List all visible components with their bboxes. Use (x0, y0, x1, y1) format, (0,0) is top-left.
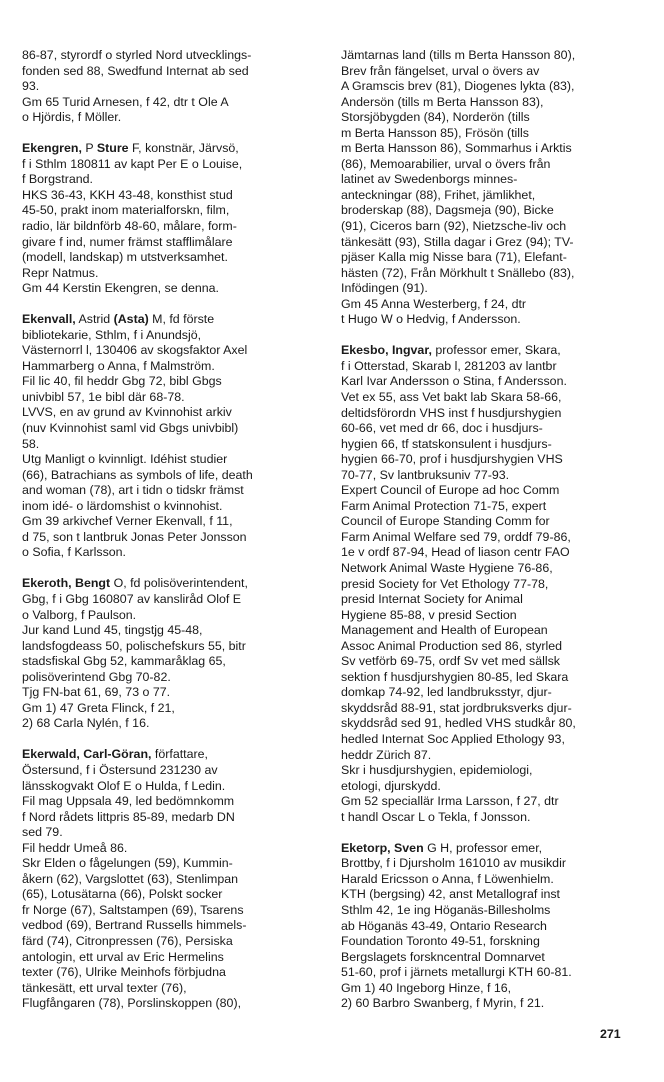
line-text: Vet ex 55, ass Vet bakt lab Skara 58-66, (341, 389, 562, 404)
text-line (22, 810, 312, 826)
line-text: Foundation Toronto 49-51, forskning (341, 934, 540, 949)
text-line (22, 608, 312, 624)
biography-entry (22, 747, 312, 1011)
text-line (341, 965, 631, 981)
text-line (341, 639, 631, 655)
line-text: Harald Ericsson o Anna, f Löwenhielm. (341, 871, 554, 886)
text-line (22, 405, 312, 421)
text-line (341, 437, 631, 453)
text-line (341, 499, 631, 515)
line-text: landsfogdeass 50, polischefskurs 55, bitr (22, 638, 246, 653)
line-text: tänkesätt (93), Stilla dagar i Grez (94); TV- (341, 234, 574, 249)
line-text: f Borgstrand. (22, 172, 93, 187)
text-line (341, 79, 631, 95)
entry-name: Ekesbo, Ingvar, (341, 343, 432, 358)
text-line (22, 95, 312, 111)
page-number: 271 (600, 1027, 621, 1041)
text-line (341, 545, 631, 561)
line-text: Gm 1) 40 Ingeborg Hinze, f 16, (341, 980, 512, 995)
text-line (22, 856, 312, 872)
text-line (341, 250, 631, 266)
entry-name: Eketorp, Sven (341, 840, 424, 855)
line-text: 58. (22, 436, 40, 451)
text-line (341, 64, 631, 80)
biography-entry (22, 576, 312, 731)
text-line (22, 157, 312, 173)
text-line (22, 250, 312, 266)
text-line (22, 499, 312, 515)
text-line (341, 981, 631, 997)
line-text: etologi, djurskydd. (341, 778, 441, 793)
line-text: polisöverintend Gbg 70-82. (22, 669, 171, 684)
line-text: Fil heddr Umeå 86. (22, 840, 128, 855)
text-line (22, 328, 312, 344)
text-line (341, 468, 631, 484)
text-line (341, 623, 631, 639)
biography-entry (341, 343, 631, 825)
text-line (22, 716, 312, 732)
text-line (22, 903, 312, 919)
text-line (22, 545, 312, 561)
text-line (22, 219, 312, 235)
line-text: Gm 65 Turid Arnesen, f 42, dtr t Ole A (22, 94, 229, 109)
text-line (341, 110, 631, 126)
text-line (341, 872, 631, 888)
entry-name: Ekeroth, Bengt (22, 576, 111, 591)
text-line (22, 639, 312, 655)
line-text: (65), Lotusätarna (66), Polskt socker (22, 887, 223, 902)
line-text: givare f ind, numer främst stafflimålare (22, 234, 233, 249)
text-line (22, 188, 312, 204)
text-line (341, 514, 631, 530)
text-line (22, 343, 312, 359)
line-text: Hammarberg o Anna, f Malmström. (22, 358, 215, 373)
text-line (22, 235, 312, 251)
line-text: Gm 39 arkivchef Verner Ekenvall, f 11, (22, 514, 233, 529)
text-line (341, 452, 631, 468)
text-line (22, 825, 312, 841)
line-text: Skr i husdjurshygien, epidemiologi, (341, 763, 533, 778)
text-line (341, 592, 631, 608)
line-text: o Hjördis, f Möller. (22, 110, 122, 125)
line-text: Jur kand Lund 45, tingstjg 45-48, (22, 623, 203, 638)
line-text: f Nord rådets littpris 85-89, medarb DN (22, 809, 235, 824)
text-line (341, 670, 631, 686)
line-text: hygien 66, tf statskonsulent i husdjurs- (341, 436, 552, 451)
text-line (22, 794, 312, 810)
text-line (341, 608, 631, 624)
text-line (22, 763, 312, 779)
text-line (341, 716, 631, 732)
line-text: Jämtarnas land (tills m Berta Hansson 80), (341, 48, 576, 62)
line-text: deltidsförordn VHS inst f husdjurshygien (341, 405, 562, 420)
text-line (341, 794, 631, 810)
line-text: (66), Batrachians as symbols of life, death (22, 467, 253, 482)
text-line (341, 561, 631, 577)
line-text: sed 79. (22, 825, 63, 840)
text-line (341, 950, 631, 966)
line-text: Expert Council of Europe ad hoc Comm (341, 483, 560, 498)
line-text: G H, professor emer, (423, 840, 543, 855)
line-text: 1e v ordf 87-94, Head of liason centr FAO (341, 545, 570, 560)
text-line (22, 203, 312, 219)
line-text: M, fd förste (148, 312, 215, 327)
line-text: broderskap (88), Dagsmeja (90), Bicke (341, 203, 554, 218)
text-line (341, 701, 631, 717)
line-text: O, fd polisöverintendent, (110, 576, 248, 591)
text-line (22, 950, 312, 966)
line-text: Gbg, f i Gbg 160807 av kansliråd Olof E (22, 592, 242, 606)
text-line (22, 996, 312, 1012)
line-text: Gm 44 Kerstin Ekengren, se denna. (22, 281, 219, 296)
entry-name: Sture (96, 141, 129, 156)
line-text: Utg Manligt o kvinnligt. Idéhist studier (22, 452, 228, 467)
line-text: Fil lic 40, fil heddr Gbg 72, bibl Gbgs (22, 374, 222, 389)
line-text: inom idé- o lärdomshist o kvinnohist. (22, 498, 223, 513)
line-text: Gm 52 speciallär Irma Larsson, f 27, dtr (341, 794, 559, 809)
line-text: hedled Internat Soc Applied Ethology 93, (341, 732, 565, 747)
line-text: f i Otterstad, Skarab l, 281203 av lantbr (341, 358, 557, 373)
text-line (341, 374, 631, 390)
text-line (22, 530, 312, 546)
text-line (22, 374, 312, 390)
text-line (22, 421, 312, 437)
line-text: (86), Memoarabilier, urval o övers från (341, 156, 551, 171)
text-line (22, 701, 312, 717)
line-text: färd (74), Citronpressen (76), Persiska (22, 933, 233, 948)
text-line (341, 406, 631, 422)
line-text: HKS 36-43, KKH 43-48, konsthist stud (22, 187, 233, 202)
text-line (341, 141, 631, 157)
text-line (22, 514, 312, 530)
text-line (341, 996, 631, 1012)
text-line (341, 281, 631, 297)
text-line (22, 747, 312, 763)
line-text: (modell, landskap) m utstverksamhet. (22, 250, 228, 265)
line-text: o Valborg, f Paulson. (22, 607, 137, 622)
line-text: vedbod (69), Bertrand Russells himmels- (22, 918, 247, 933)
text-line (22, 64, 312, 80)
text-line (22, 981, 312, 997)
line-text: Skr Elden o fågelungen (59), Kummin- (22, 856, 233, 871)
text-line (341, 903, 631, 919)
text-line (22, 592, 312, 608)
line-text: antologin, ett urval av Eric Hermelins (22, 949, 224, 964)
text-line (22, 266, 312, 282)
line-text: Västernorrl l, 130406 av skogsfaktor Axel (22, 343, 248, 358)
line-text: latinet av Swedenborgs minnes- (341, 172, 518, 187)
text-line (22, 918, 312, 934)
line-text: skyddsråd sed 91, hedled VHS studkår 80, (341, 716, 576, 731)
text-line (341, 343, 631, 359)
line-text: Flugfångaren (78), Porslinskoppen (80), (22, 996, 242, 1011)
line-text: Sthlm 42, 1e ing Höganäs-Billesholms (341, 902, 551, 917)
text-line (341, 887, 631, 903)
left-column (22, 48, 312, 1012)
line-text: m Berta Hansson 85), Frösön (tills (341, 125, 529, 140)
text-line (22, 654, 312, 670)
line-text: ab Höganäs 43-49, Ontario Research (341, 918, 547, 933)
text-line (341, 763, 631, 779)
line-text: Network Animal Waste Hygiene 76-86, (341, 561, 553, 575)
line-text: 2) 68 Carla Nylén, f 16. (22, 716, 150, 731)
entry-name: Ekenvall, (22, 312, 76, 327)
line-text: m Berta Hansson 86), Sommarhus i Arktis (341, 141, 572, 156)
text-line (22, 965, 312, 981)
line-text: Management and Health of European (341, 623, 548, 638)
text-line (341, 748, 631, 764)
biography-entry (341, 48, 631, 328)
text-line (341, 856, 631, 872)
text-line (341, 266, 631, 282)
line-text: t Hugo W o Hedvig, f Andersson. (341, 312, 521, 327)
text-line (22, 281, 312, 297)
text-line (341, 172, 631, 188)
line-text: d 75, son t lantbruk Jonas Peter Jonsson (22, 529, 247, 544)
line-text: domkap 74-92, led landbruksstyr, djur- (341, 685, 552, 700)
entry-name: Ekerwald, Carl-Göran, (22, 747, 152, 762)
text-line (22, 623, 312, 639)
text-line (22, 841, 312, 857)
text-line (22, 670, 312, 686)
line-text: skyddsråd 88-91, stat jordbruksverks djur- (341, 700, 572, 715)
line-text: Farm Animal Protection 71-75, expert (341, 498, 547, 513)
right-column (341, 48, 631, 1012)
text-line (22, 576, 312, 592)
text-line (341, 390, 631, 406)
text-line (341, 685, 631, 701)
line-text: 86-87, styrordf o styrled Nord utvecklings- (22, 48, 252, 62)
text-line (341, 219, 631, 235)
line-text: sektion f husdjurshygien 80-85, led Skara (341, 669, 569, 684)
line-text: 93. (22, 79, 40, 94)
text-line (22, 110, 312, 126)
text-line (341, 95, 631, 111)
text-line (341, 810, 631, 826)
line-text: KTH (bergsing) 42, anst Metallograf inst (341, 887, 560, 902)
line-text: Council of Europe Standing Comm for (341, 514, 550, 529)
text-line (341, 654, 631, 670)
text-line (341, 577, 631, 593)
biography-entry (22, 141, 312, 296)
line-text: professor emer, Skara, (431, 343, 561, 358)
text-line (341, 934, 631, 950)
text-line (341, 841, 631, 857)
text-line (22, 79, 312, 95)
text-line (341, 157, 631, 173)
line-text: Gm 1) 47 Greta Flinck, f 21, (22, 700, 175, 715)
line-text: LVVS, en av grund av Kvinnohist arkiv (22, 405, 232, 420)
line-text: Fil mag Uppsala 49, led bedömnkomm (22, 794, 235, 809)
text-line (22, 468, 312, 484)
line-text: Assoc Animal Production sed 86, styrled (341, 638, 563, 653)
line-text: A Gramscis brev (81), Diogenes lykta (83), (341, 79, 575, 94)
text-line (341, 779, 631, 795)
text-line (341, 297, 631, 313)
entry-name: Ekengren, (22, 141, 82, 156)
line-text: (nuv Kvinnohist saml vid Gbgs univbibl) (22, 421, 239, 436)
text-line (22, 437, 312, 453)
text-line (341, 203, 631, 219)
line-text: heddr Zürich 87. (341, 747, 432, 762)
text-line (341, 732, 631, 748)
text-line (22, 390, 312, 406)
line-text: radio, lär bildnförb 48-60, målare, form- (22, 218, 237, 233)
line-text: hygien 66-70, prof i husdjurshygien VHS (341, 452, 563, 467)
line-text: länsskogvakt Olof E o Hulda, f Ledin. (22, 778, 226, 793)
line-text: Repr Natmus. (22, 265, 99, 280)
line-text: 60-66, vet med dr 66, doc i husdjurs- (341, 421, 543, 436)
text-line (22, 872, 312, 888)
line-text: Bergslagets forskncentral Domnarvet (341, 949, 545, 964)
line-text: f i Sthlm 180811 av kapt Per E o Louise, (22, 156, 243, 171)
line-text: 45-50, prakt inom materialforskn, film, (22, 203, 230, 218)
line-text: 70-77, Sv lantbruksuniv 77-93. (341, 467, 510, 482)
line-text: Brev från fängelset, urval o övers av (341, 63, 540, 78)
line-text: Hygiene 85-88, v presid Section (341, 607, 517, 622)
line-text: Brottby, f i Djursholm 161010 av musikdir (341, 856, 566, 871)
line-text: Gm 45 Anna Westerberg, f 24, dtr (341, 296, 527, 311)
line-text: anteckningar (88), Frihet, jämlikhet, (341, 187, 536, 202)
text-line (341, 483, 631, 499)
text-line (22, 48, 312, 64)
text-line (22, 141, 312, 157)
line-text: Östersund, f i Östersund 231230 av (22, 762, 218, 777)
line-text: fr Norge (67), Saltstampen (69), Tsarens (22, 902, 244, 917)
text-line (341, 421, 631, 437)
line-text: pjäser Kalla mig Nisse bara (71), Elefant- (341, 250, 567, 265)
line-text: t handl Oscar L o Tekla, f Jonsson. (341, 809, 531, 824)
text-line (22, 483, 312, 499)
text-line (22, 452, 312, 468)
line-text: Farm Animal Welfare sed 79, orddf 79-86, (341, 529, 571, 544)
line-text: univbibl 57, 1e bibl där 68-78. (22, 389, 185, 404)
line-text: Andersön (tills m Berta Hansson 83), (341, 94, 544, 109)
text-line (22, 887, 312, 903)
line-text: bibliotekarie, Sthlm, f i Anundsjö, (22, 327, 202, 342)
text-line (341, 530, 631, 546)
line-text: åkern (62), Vargslottet (63), Stenlimpan (22, 871, 239, 886)
line-text: texter (76), Ulrike Meinhofs förbjudna (22, 965, 226, 980)
line-text: Karl Ivar Andersson o Stina, f Andersson. (341, 374, 567, 389)
line-text: Sv vetförb 69-75, ordf Sv vet med sällsk (341, 654, 560, 669)
line-text: hästen (72), Från Mörkhult t Snällebo (83), (341, 265, 575, 280)
entry-name-part: Astrid (75, 312, 114, 327)
line-text: 2) 60 Barbro Swanberg, f Myrin, f 21. (341, 996, 545, 1011)
text-line (22, 172, 312, 188)
line-text: presid Internat Society for Animal (341, 592, 523, 607)
text-line (22, 312, 312, 328)
text-line (341, 235, 631, 251)
line-text: författare, (151, 747, 208, 762)
line-text: Infödingen (91). (341, 281, 428, 296)
text-line (341, 359, 631, 375)
line-text: stadsfiskal Gbg 52, kammaråklag 65, (22, 654, 226, 669)
text-line (341, 919, 631, 935)
text-line (341, 126, 631, 142)
line-text: tänkesätt, ett urval texter (76), (22, 980, 187, 995)
line-text: Tjg FN-bat 61, 69, 73 o 77. (22, 685, 171, 700)
text-line (22, 779, 312, 795)
biography-entry (22, 48, 312, 126)
text-line (341, 188, 631, 204)
text-line (22, 685, 312, 701)
line-text: F, konstnär, Järvsö, (128, 141, 239, 156)
text-line (341, 48, 631, 64)
text-line (22, 359, 312, 375)
line-text: 51-60, prof i järnets metallurgi KTH 60-81. (341, 965, 572, 980)
line-text: o Sofia, f Karlsson. (22, 545, 126, 560)
line-text: and woman (78), art i tidn o tidskr främst (22, 483, 244, 498)
line-text: presid Society for Vet Ethology 77-78, (341, 576, 549, 591)
biography-entry (341, 841, 631, 1012)
line-text: (91), Ciceros barn (92), Nietzsche-liv och (341, 219, 567, 234)
line-text: Storsjöbygden (84), Norderön (tills (341, 110, 530, 125)
entry-name-part: P (81, 141, 97, 156)
biography-entry (22, 312, 312, 561)
text-line (22, 934, 312, 950)
line-text: fonden sed 88, Swedfund Internat ab sed (22, 63, 249, 78)
text-line (341, 312, 631, 328)
entry-name: (Asta) (113, 312, 149, 327)
